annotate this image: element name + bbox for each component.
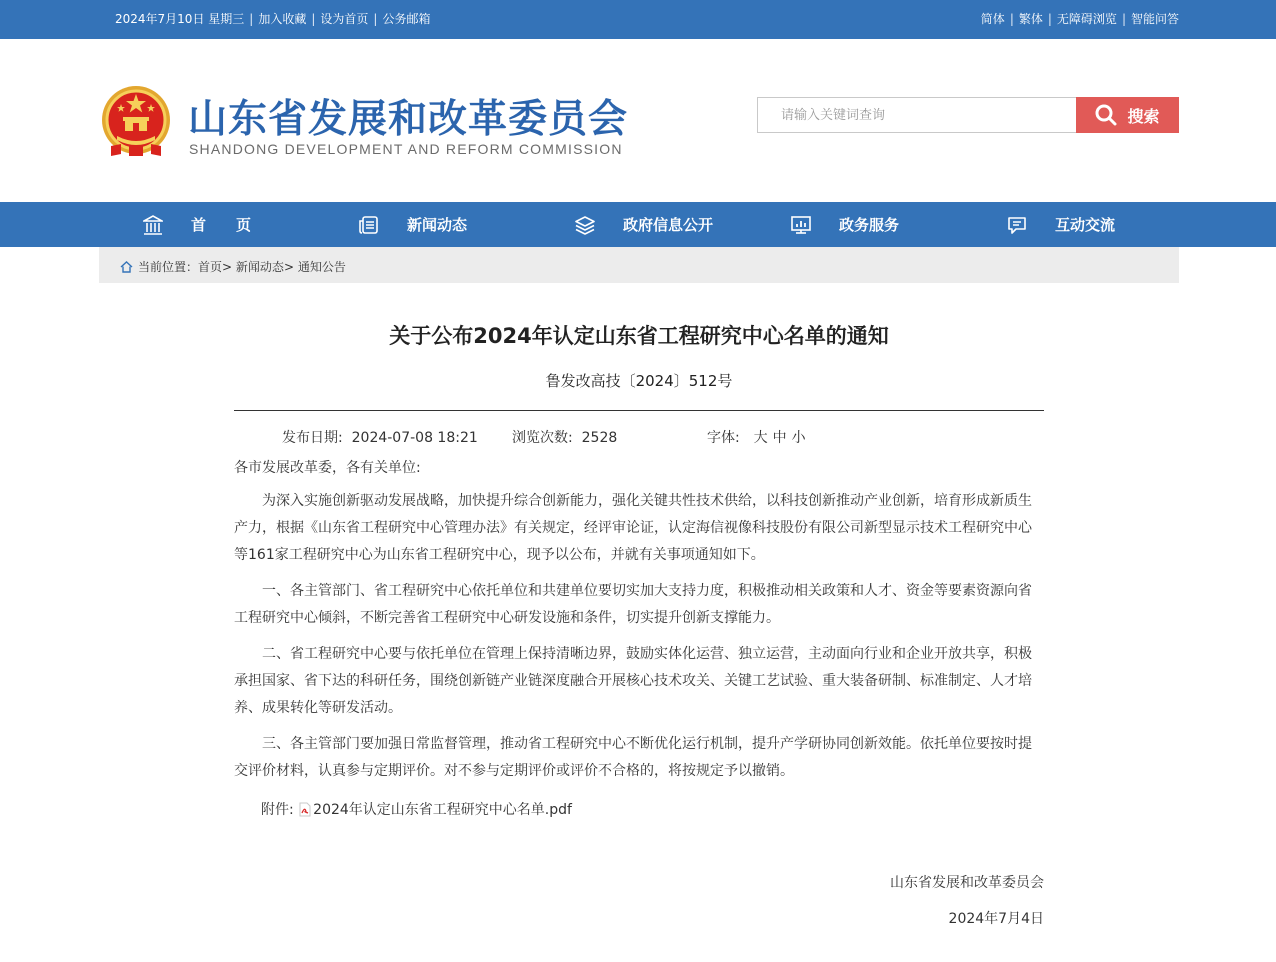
- font-size-label: 字体:: [707, 430, 740, 446]
- attachment-filename: 2024年认定山东省工程研究中心名单.pdf: [313, 802, 572, 818]
- font-size-small[interactable]: 小: [791, 430, 806, 446]
- chart-icon: [791, 215, 811, 235]
- attachment: [261, 799, 572, 819]
- chat-icon: [1007, 215, 1027, 235]
- breadcrumb-news[interactable]: 新闻动态: [235, 260, 284, 274]
- smart-qa-link[interactable]: 智能问答: [1130, 12, 1179, 26]
- breadcrumb: [120, 258, 346, 275]
- signature-date: 2024年7月4日: [948, 911, 1044, 927]
- top-bar-left: 2024年7月10日 星期三 | 加入收藏 | 设为首页 | 公务邮箱: [115, 12, 431, 26]
- current-date: 2024年7月10日 星期三: [115, 12, 245, 26]
- breadcrumb-bar: [99, 247, 1179, 283]
- national-emblem-icon: [99, 84, 173, 160]
- signature-org: 山东省发展和改革委员会: [890, 875, 1044, 891]
- breadcrumb-notices[interactable]: 通知公告: [297, 260, 346, 274]
- top-bar-right: 简体 | 繁体 | 无障碍浏览 | 智能问答: [980, 12, 1179, 26]
- set-homepage-link[interactable]: 设为首页: [320, 12, 369, 26]
- accessibility-link[interactable]: 无障碍浏览: [1056, 12, 1117, 26]
- breadcrumb-separator: >: [222, 259, 233, 274]
- site-subtitle: SHANDONG DEVELOPMENT AND REFORM COMMISSION: [189, 141, 623, 157]
- views-label: 浏览次数:: [512, 430, 573, 446]
- nav-item-news[interactable]: [359, 202, 467, 247]
- news-icon: [359, 215, 379, 235]
- views-count: 2528: [581, 430, 618, 446]
- nav-label-services: 政务服务: [839, 216, 900, 234]
- publish-info: [282, 427, 478, 447]
- font-size-control: [707, 427, 806, 447]
- document-number: 鲁发改高技〔2024〕512号: [545, 372, 733, 390]
- nav-item-interaction[interactable]: [1007, 202, 1115, 247]
- article-greeting: 各市发展改革委，各有关单位:: [234, 460, 421, 476]
- layers-icon: [575, 215, 595, 235]
- top-bar: [0, 0, 1276, 39]
- title-divider: [234, 410, 1044, 411]
- nav-item-services[interactable]: [791, 202, 899, 247]
- article-paragraph: 一、各主管部门、省工程研究中心依托单位和共建单位要切实加大支持力度，积极推动相关政策和人才、资金等要素资源向省工程研究中心倾斜，不断完善省工程研究中心研发设施和条件，切实提升创新支撑能力。: [234, 583, 1032, 626]
- nav-item-home[interactable]: [143, 202, 251, 247]
- breadcrumb-separator: >: [283, 259, 294, 274]
- site-title: 山东省发展和改革委员会: [188, 97, 629, 142]
- article-title: 关于公布2024年认定山东省工程研究中心名单的通知: [389, 324, 889, 348]
- font-size-large[interactable]: 大: [753, 430, 768, 446]
- breadcrumb-prefix: 当前位置：: [138, 260, 199, 274]
- article-paragraph: 三、各主管部门要加强日常监督管理，推动省工程研究中心不断优化运行机制，提升产学研协同创新效能。依托单位要按时提交评价材料，认真参与定期评价。对不参与定期评价或评价不合格的，将按规定予以撤销。: [234, 736, 1032, 779]
- views-info: [512, 427, 617, 447]
- official-mail-link[interactable]: 公务邮箱: [382, 12, 431, 26]
- search-button[interactable]: [1076, 97, 1179, 133]
- simplified-chinese-link[interactable]: 简体: [980, 12, 1005, 26]
- article-paragraph: 为深入实施创新驱动发展战略，加快提升综合创新能力，强化关键共性技术供给，以科技创新推动产业创新，培育形成新质生产力，根据《山东省工程研究中心管理办法》有关规定，经评审论证，认定海信视像科技股份有限公司新型显示技术工程研究中心等161家工程研究中心为山东省工程研究中心，现予以公布，并就有关事项通知如下。: [234, 493, 1032, 563]
- article-paragraph: 二、省工程研究中心要与依托单位在管理上保持清晰边界，鼓励实体化运营、独立运营，主动面向行业和企业开放共享，积极承担国家、省下达的科研任务，围绕创新链产业链深度融合开展核心技术攻关、关键工艺试验、重大装备研制、标准制定、人才培养、成果转化等研发活动。: [234, 646, 1032, 716]
- publish-date: 2024-07-08 18:21: [351, 430, 478, 446]
- attachment-link[interactable]: [298, 799, 572, 819]
- search-input[interactable]: [757, 97, 1077, 133]
- nav-item-gov-info[interactable]: [575, 202, 713, 247]
- add-favorite-link[interactable]: 加入收藏: [258, 12, 307, 26]
- publish-label: 发布日期:: [282, 430, 343, 446]
- breadcrumb-home[interactable]: 首页: [198, 260, 223, 274]
- font-size-medium[interactable]: 中: [772, 430, 787, 446]
- nav-label-news: 新闻动态: [407, 216, 468, 234]
- nav-label-home: 首 页: [191, 216, 252, 234]
- location-home-icon: [120, 261, 133, 273]
- nav-label-gov-info: 政府信息公开: [623, 216, 714, 234]
- home-icon: [143, 214, 163, 236]
- search-button-label: 搜索: [1127, 106, 1160, 126]
- search-icon: [1095, 104, 1117, 126]
- nav-label-interaction: 互动交流: [1055, 216, 1116, 234]
- attachment-label: 附件:: [261, 802, 294, 818]
- pdf-icon: [298, 802, 312, 817]
- main-nav: [0, 202, 1276, 247]
- traditional-chinese-link[interactable]: 繁体: [1018, 12, 1043, 26]
